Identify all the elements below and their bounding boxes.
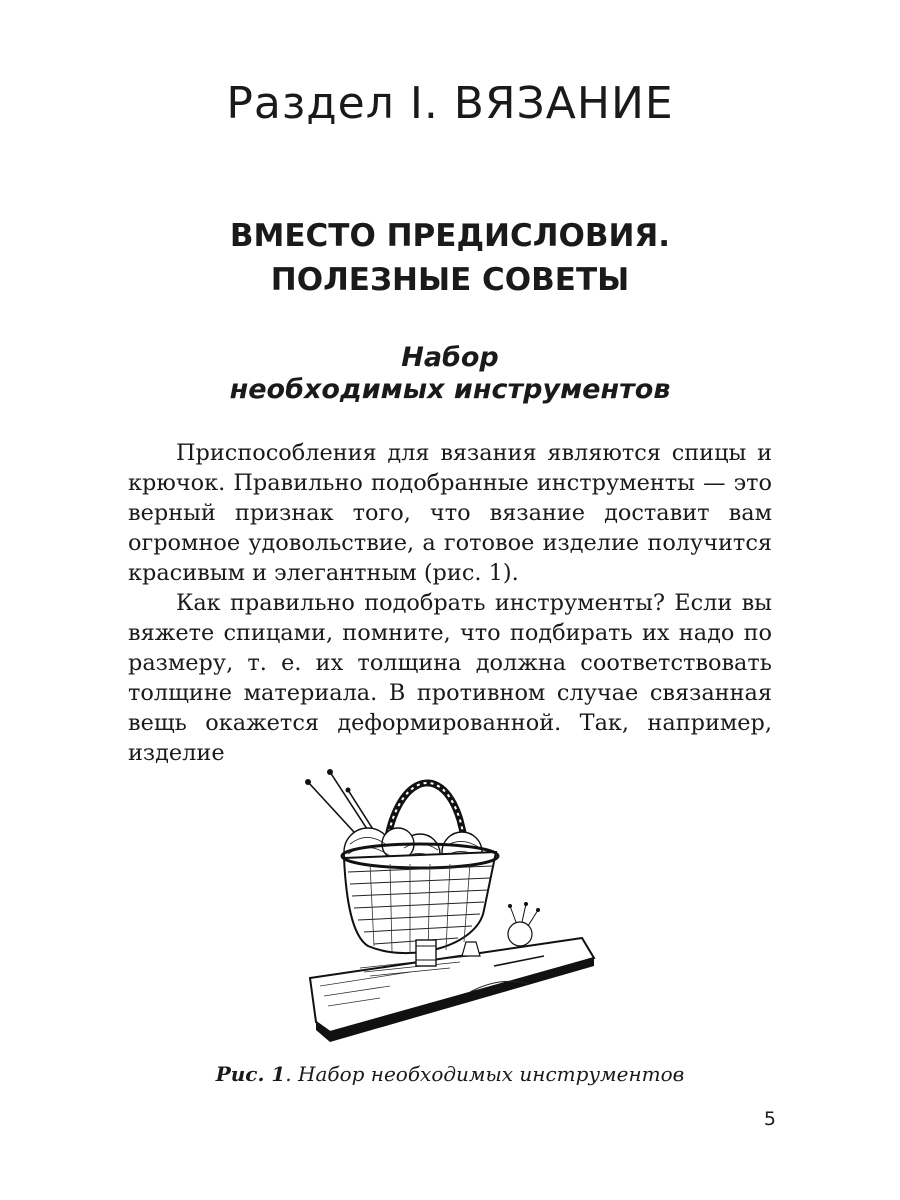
page-number: 5 bbox=[763, 1108, 776, 1130]
chapter-title-line-1: ВМЕСТО ПРЕДИСЛОВИЯ. bbox=[229, 218, 671, 254]
section-title: Раздел I. ВЯЗАНИЕ bbox=[226, 78, 674, 129]
figure-knitting-basket bbox=[290, 760, 600, 1050]
body-text bbox=[128, 438, 772, 768]
paragraph-2: Как правильно подобрать инструменты? Если вы вяжете спицами, помните, что подбирать их надо по размеру, т. е. их толщина должна соответствовать толщине материала. В противном случае связанная вещь окажется деформированной. Так, например, изделие bbox=[128, 590, 772, 766]
figure-caption-text: . Набор необходимых инструментов bbox=[285, 1062, 685, 1086]
subsection-title-line-2: необходимых инструментов bbox=[229, 374, 671, 405]
chapter-title-line-2: ПОЛЕЗНЫЕ СОВЕТЫ bbox=[270, 262, 630, 298]
subsection-title bbox=[0, 342, 900, 406]
figure-caption bbox=[0, 1062, 900, 1086]
figure-caption-label: Рис. 1 bbox=[215, 1062, 286, 1086]
subsection-title-line-1: Набор bbox=[401, 342, 499, 373]
knitting-basket-illustration bbox=[290, 760, 600, 1050]
chapter-title bbox=[0, 214, 900, 302]
paragraph-1: Приспособления для вязания являются спицы и крючок. Правильно подобранные инструменты — это верный признак того, что вязание доставит вам огромное удовольствие, а готовое изделие получится красивым и элегантным (рис. 1). bbox=[128, 440, 772, 586]
